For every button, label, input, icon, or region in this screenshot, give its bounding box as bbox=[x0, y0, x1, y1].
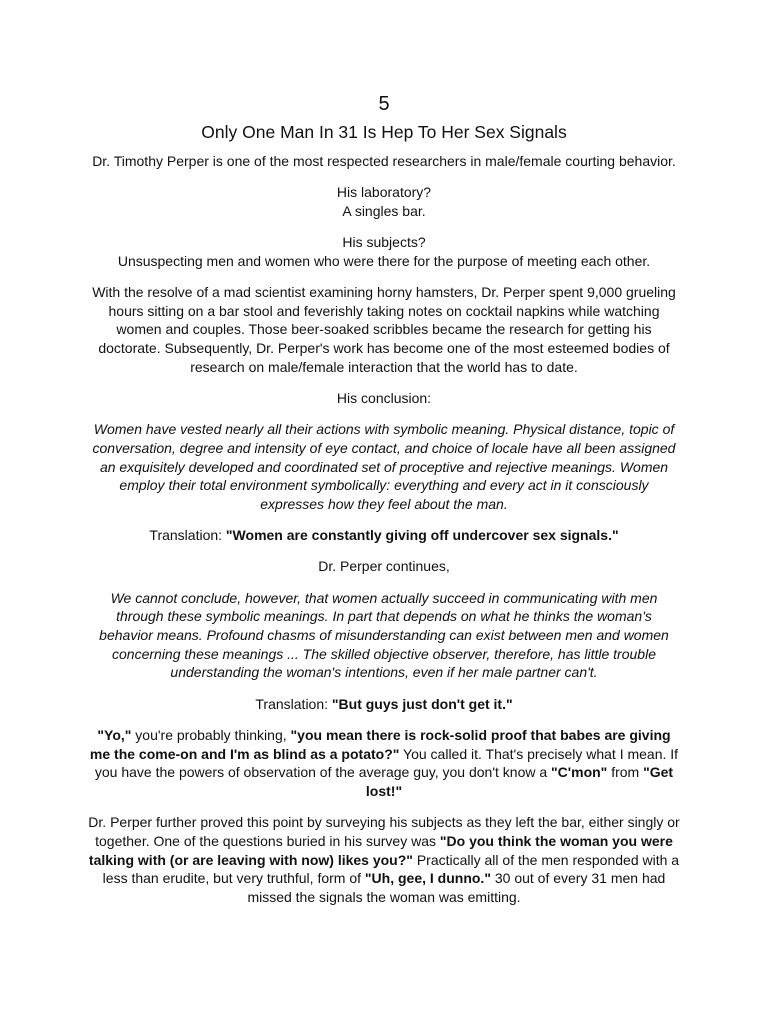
laboratory-answer: A singles bar. bbox=[342, 202, 426, 219]
survey-text-3: 30 out of every 31 men had missed the signals the woman was emitting. bbox=[247, 870, 666, 905]
paragraph-subjects bbox=[88, 233, 680, 270]
survey-text-1: Dr. Perper further proved this point by surveying his subjects as they left the bar, either singly or together. One of the questions buried in his survey was bbox=[88, 814, 680, 849]
translation-1-label: Translation: bbox=[149, 527, 226, 544]
paragraph-quote-1: Women have vested nearly all their actions with symbolic meaning. Physical distance, topic of conversation, degree and intensity of eye contact, and choice of locale have all been assigned an exquisitely developed and coordinated set of proceptive and rejective meanings. Women employ their total environment symbolically: everything and every act in it consciously expresses how they feel about the man. bbox=[92, 421, 676, 513]
subjects-answer: Unsuspecting men and women who were there for the purpose of meeting each other. bbox=[117, 252, 651, 269]
yo-text-3: from bbox=[607, 764, 644, 781]
paragraph-translation-1 bbox=[88, 526, 680, 545]
chapter-number: 5 bbox=[378, 93, 390, 115]
survey-bold-2: "Uh, gee, I dunno." bbox=[364, 870, 491, 887]
yo-bold-1: "Yo," bbox=[97, 726, 132, 743]
survey-bold-1: "Do you think the woman you were talking with (or are leaving with now) likes you?" bbox=[88, 832, 673, 868]
yo-text-2: You called it. That's precisely what I mean. If you have the powers of observation of the average guy, you don't know a bbox=[94, 745, 679, 781]
paragraph-quote-2: We cannot conclude, however, that women actually succeed in communicating with men through these symbolic meanings. In part that depends on what he thinks the woman's behavior means. Profound chasms of misunderstanding can exist between men and women concerning these meanings ... The skilled objective observer, therefore, has little trouble understanding the woman's intentions, even if her male partner can't. bbox=[99, 589, 669, 681]
translation-1-text: "Women are constantly giving off undercover sex signals." bbox=[225, 527, 619, 544]
survey-text-2: Practically all of the men responded with a less than erudite, but very truthful, form of bbox=[102, 851, 680, 887]
laboratory-question: His laboratory? bbox=[336, 184, 432, 201]
yo-bold-3: "C'mon" bbox=[551, 764, 608, 781]
paragraph-survey bbox=[88, 813, 680, 907]
paragraph-continues: Dr. Perper continues, bbox=[318, 558, 450, 575]
yo-bold-4: "Get lost!" bbox=[365, 764, 674, 799]
paragraph-laboratory bbox=[88, 183, 680, 220]
paragraph-intro: Dr. Timothy Perper is one of the most respected researchers in male/female courting behavior. bbox=[92, 153, 676, 169]
yo-bold-2: "you mean there is rock-solid proof that babes are giving me the come-on and I'm as blind as a potato?" bbox=[89, 726, 671, 762]
chapter-title: Only One Man In 31 Is Hep To Her Sex Signals bbox=[201, 122, 567, 142]
subjects-question: His subjects? bbox=[342, 234, 426, 251]
yo-text-1: you're probably thinking, bbox=[131, 726, 291, 743]
paragraph-conclusion-label: His conclusion: bbox=[336, 390, 432, 407]
translation-2-label: Translation: bbox=[255, 695, 332, 712]
translation-2-text: "But guys just don't get it." bbox=[331, 695, 513, 712]
paragraph-yo bbox=[88, 726, 680, 801]
paragraph-resolve: With the resolve of a mad scientist examining horny hamsters, Dr. Perper spent 9,000 grueling hours sitting on a bar stool and feverishly taking notes on cocktail napkins while watching women and couples. Those beer-soaked scribbles became the research for getting his doctorate. Subsequently, Dr. Perper's work has become one of the most esteemed bodies of research on male/female interaction that the world has to date. bbox=[92, 284, 676, 375]
paragraph-translation-2 bbox=[88, 695, 680, 714]
